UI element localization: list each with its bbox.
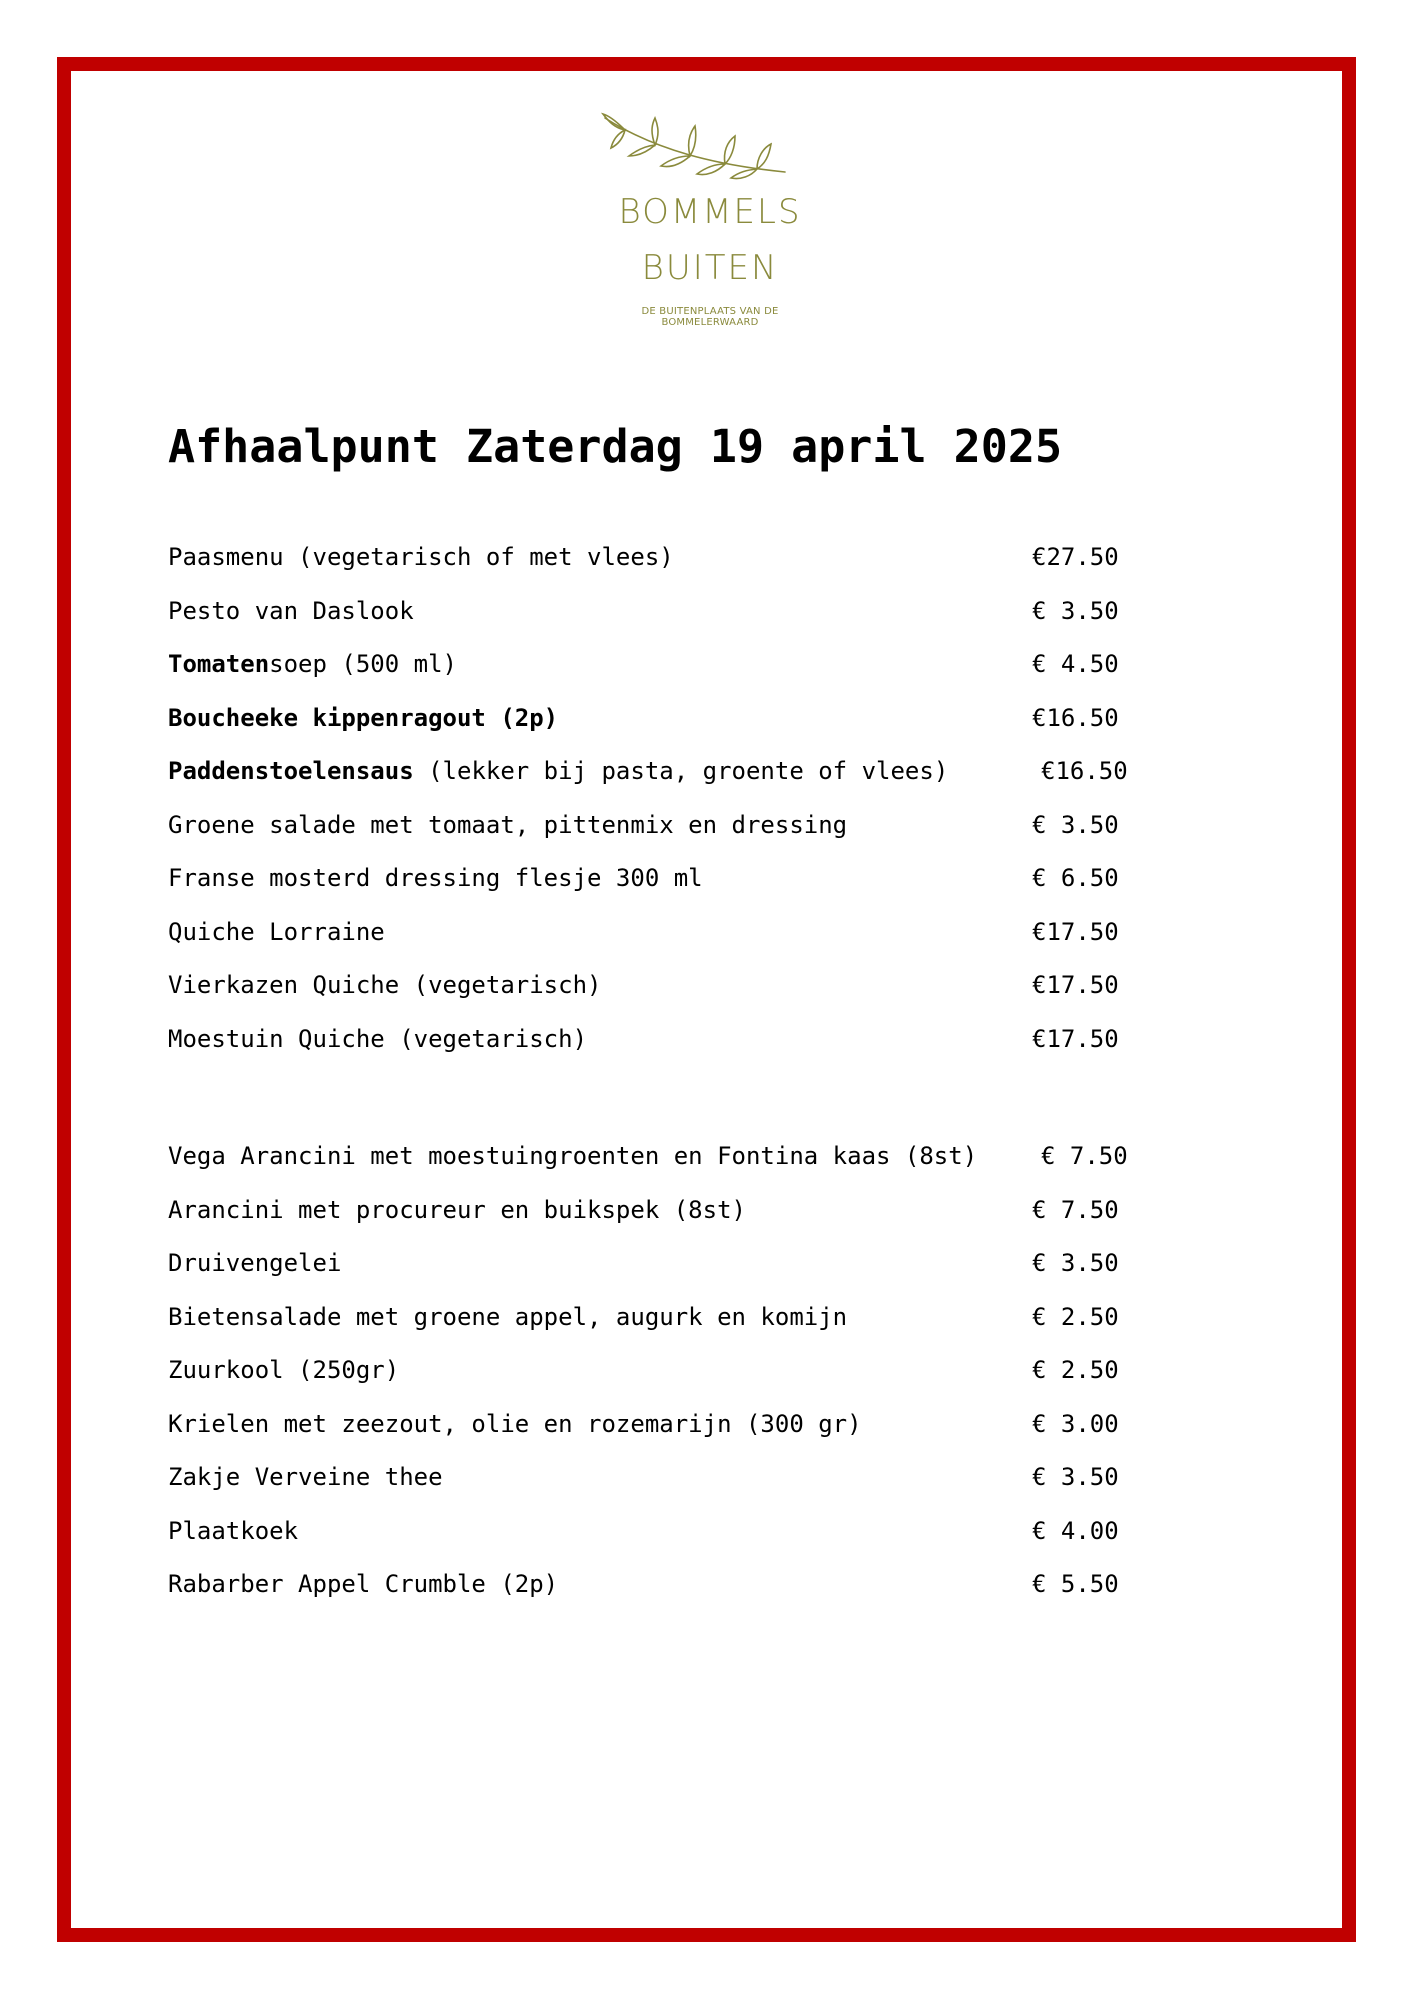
menu-item: [168, 918, 1168, 972]
menu-item-name-text: Paasmenu (vegetarisch of met vlees): [168, 543, 674, 571]
menu-item: [168, 597, 1168, 651]
menu-item-name-text: Vega Arancini met moestuingroenten en Fontina kaas (8st): [168, 1142, 978, 1170]
menu-item-price: € 4.50: [1032, 650, 1119, 678]
menu-item-name: [168, 918, 385, 946]
menu-item-name-text: Zakje Verveine thee: [168, 1463, 443, 1491]
menu-item: [168, 1025, 1168, 1079]
menu-item: [168, 543, 1168, 597]
menu-item-name-text: Krielen met zeezout, olie en rozemarijn (300 gr): [168, 1409, 862, 1438]
menu-item: [168, 1249, 1168, 1303]
menu-item: [168, 971, 1168, 1025]
menu-item-name-text: Bietensalade met groene appel, augurk en komijn: [168, 1302, 848, 1331]
menu-item-name-text: (lekker bij pasta, groente of vlees): [413, 757, 949, 785]
menu-item-name: [168, 543, 674, 571]
menu-item-price: €17.50: [1032, 917, 1119, 946]
menu-item-name-text: Plaatkoek: [168, 1516, 299, 1545]
menu-item: [168, 704, 1168, 758]
logo: [595, 110, 825, 332]
menu-item-price: €16.50: [1032, 703, 1119, 732]
logo-text-line2: BUITEN: [641, 248, 779, 288]
menu-item-price: € 5.50: [1032, 1570, 1119, 1598]
menu-item-name-text: Vierkazen Quiche (vegetarisch): [168, 971, 602, 999]
menu-item: [168, 1463, 1168, 1517]
menu-item-name-text: Zuurkool (250gr): [168, 1356, 400, 1384]
menu-item-name-text: Franse mosterd dressing flesje 300 ml: [168, 864, 703, 892]
menu-item-name: [168, 1142, 977, 1170]
menu-item-price: € 6.50: [1032, 864, 1119, 892]
menu-item-name: [168, 650, 457, 678]
menu-item-price: €27.50: [1032, 543, 1119, 571]
menu-item: [168, 864, 1168, 918]
menu-item-name: [168, 971, 601, 999]
menu-item-price: € 3.50: [1032, 1463, 1119, 1491]
menu-item-price: € 3.50: [1032, 1249, 1119, 1277]
menu-item: [168, 757, 1168, 811]
group-spacer: [168, 1078, 1168, 1142]
menu-item-name: [168, 811, 847, 839]
menu-item-name-bold: Boucheeke kippenragout (2p): [168, 703, 559, 732]
menu-item-name: [168, 1517, 298, 1545]
menu-item: [168, 650, 1168, 704]
menu-item: [168, 1410, 1168, 1464]
logo-tagline: DE BUITENPLAATS VAN DE BOMMELERWAARD: [641, 306, 779, 328]
menu-item-name: [168, 1196, 746, 1224]
menu-item-name-bold: Tomaten: [168, 650, 270, 678]
menu-item-name: [168, 1356, 399, 1384]
menu-item-name: [168, 757, 948, 785]
menu-item-price: € 7.50: [1032, 1195, 1119, 1224]
menu-item-price: € 7.50: [1041, 1142, 1128, 1170]
menu-item-price: €17.50: [1032, 1024, 1119, 1053]
page-title: Afhaalpunt Zaterdag 19 april 2025: [168, 420, 1063, 473]
menu-item: [168, 1196, 1168, 1250]
menu-item-name-text: Groene salade met tomaat, pittenmix en dressing: [168, 810, 848, 839]
menu-item-name: [168, 864, 703, 892]
menu-item-name-text: Moestuin Quiche (vegetarisch): [168, 1024, 588, 1053]
menu-item-name-text: soep (500 ml): [269, 650, 457, 678]
menu-item-price: €17.50: [1032, 971, 1119, 999]
menu-group-1: [168, 543, 1168, 1078]
menu-item-name: [168, 1570, 558, 1598]
menu-item-price: € 3.50: [1032, 596, 1119, 625]
menu-item-price: € 2.50: [1032, 1302, 1119, 1331]
menu-item-name-text: Rabarber Appel Crumble (2p): [168, 1570, 559, 1598]
menu-item: [168, 1303, 1168, 1357]
menu-item: [168, 1142, 1168, 1196]
menu-item-name: [168, 597, 414, 625]
menu-list: [168, 543, 1168, 1624]
menu-item-price: € 3.50: [1032, 810, 1119, 839]
menu-item-name-text: Arancini met procureur en buikspek (8st): [168, 1195, 746, 1224]
menu-item-price: € 2.50: [1032, 1356, 1119, 1384]
logo-text-line1: BOMMELS: [618, 192, 802, 232]
menu-item-name: [168, 704, 558, 732]
menu-item-name-bold: Paddenstoelensaus: [168, 757, 414, 785]
menu-item-name: [168, 1249, 341, 1277]
menu-item: [168, 1517, 1168, 1571]
menu-item-name: [168, 1303, 847, 1331]
menu-item-name: [168, 1025, 587, 1053]
menu-item: [168, 811, 1168, 865]
menu-item-name: [168, 1410, 862, 1438]
menu-item: [168, 1356, 1168, 1410]
menu-item-price: € 4.00: [1032, 1516, 1119, 1545]
olive-branch-icon: [595, 110, 825, 190]
menu-item-name-text: Pesto van Daslook: [168, 596, 414, 625]
menu-item: [168, 1570, 1168, 1624]
menu-item-name-text: Druivengelei: [168, 1249, 342, 1277]
menu-group-2: [168, 1142, 1168, 1624]
menu-item-name: [168, 1463, 443, 1491]
menu-item-price: €16.50: [1041, 757, 1128, 785]
menu-item-price: € 3.00: [1032, 1409, 1119, 1438]
menu-item-name-text: Quiche Lorraine: [168, 917, 385, 946]
